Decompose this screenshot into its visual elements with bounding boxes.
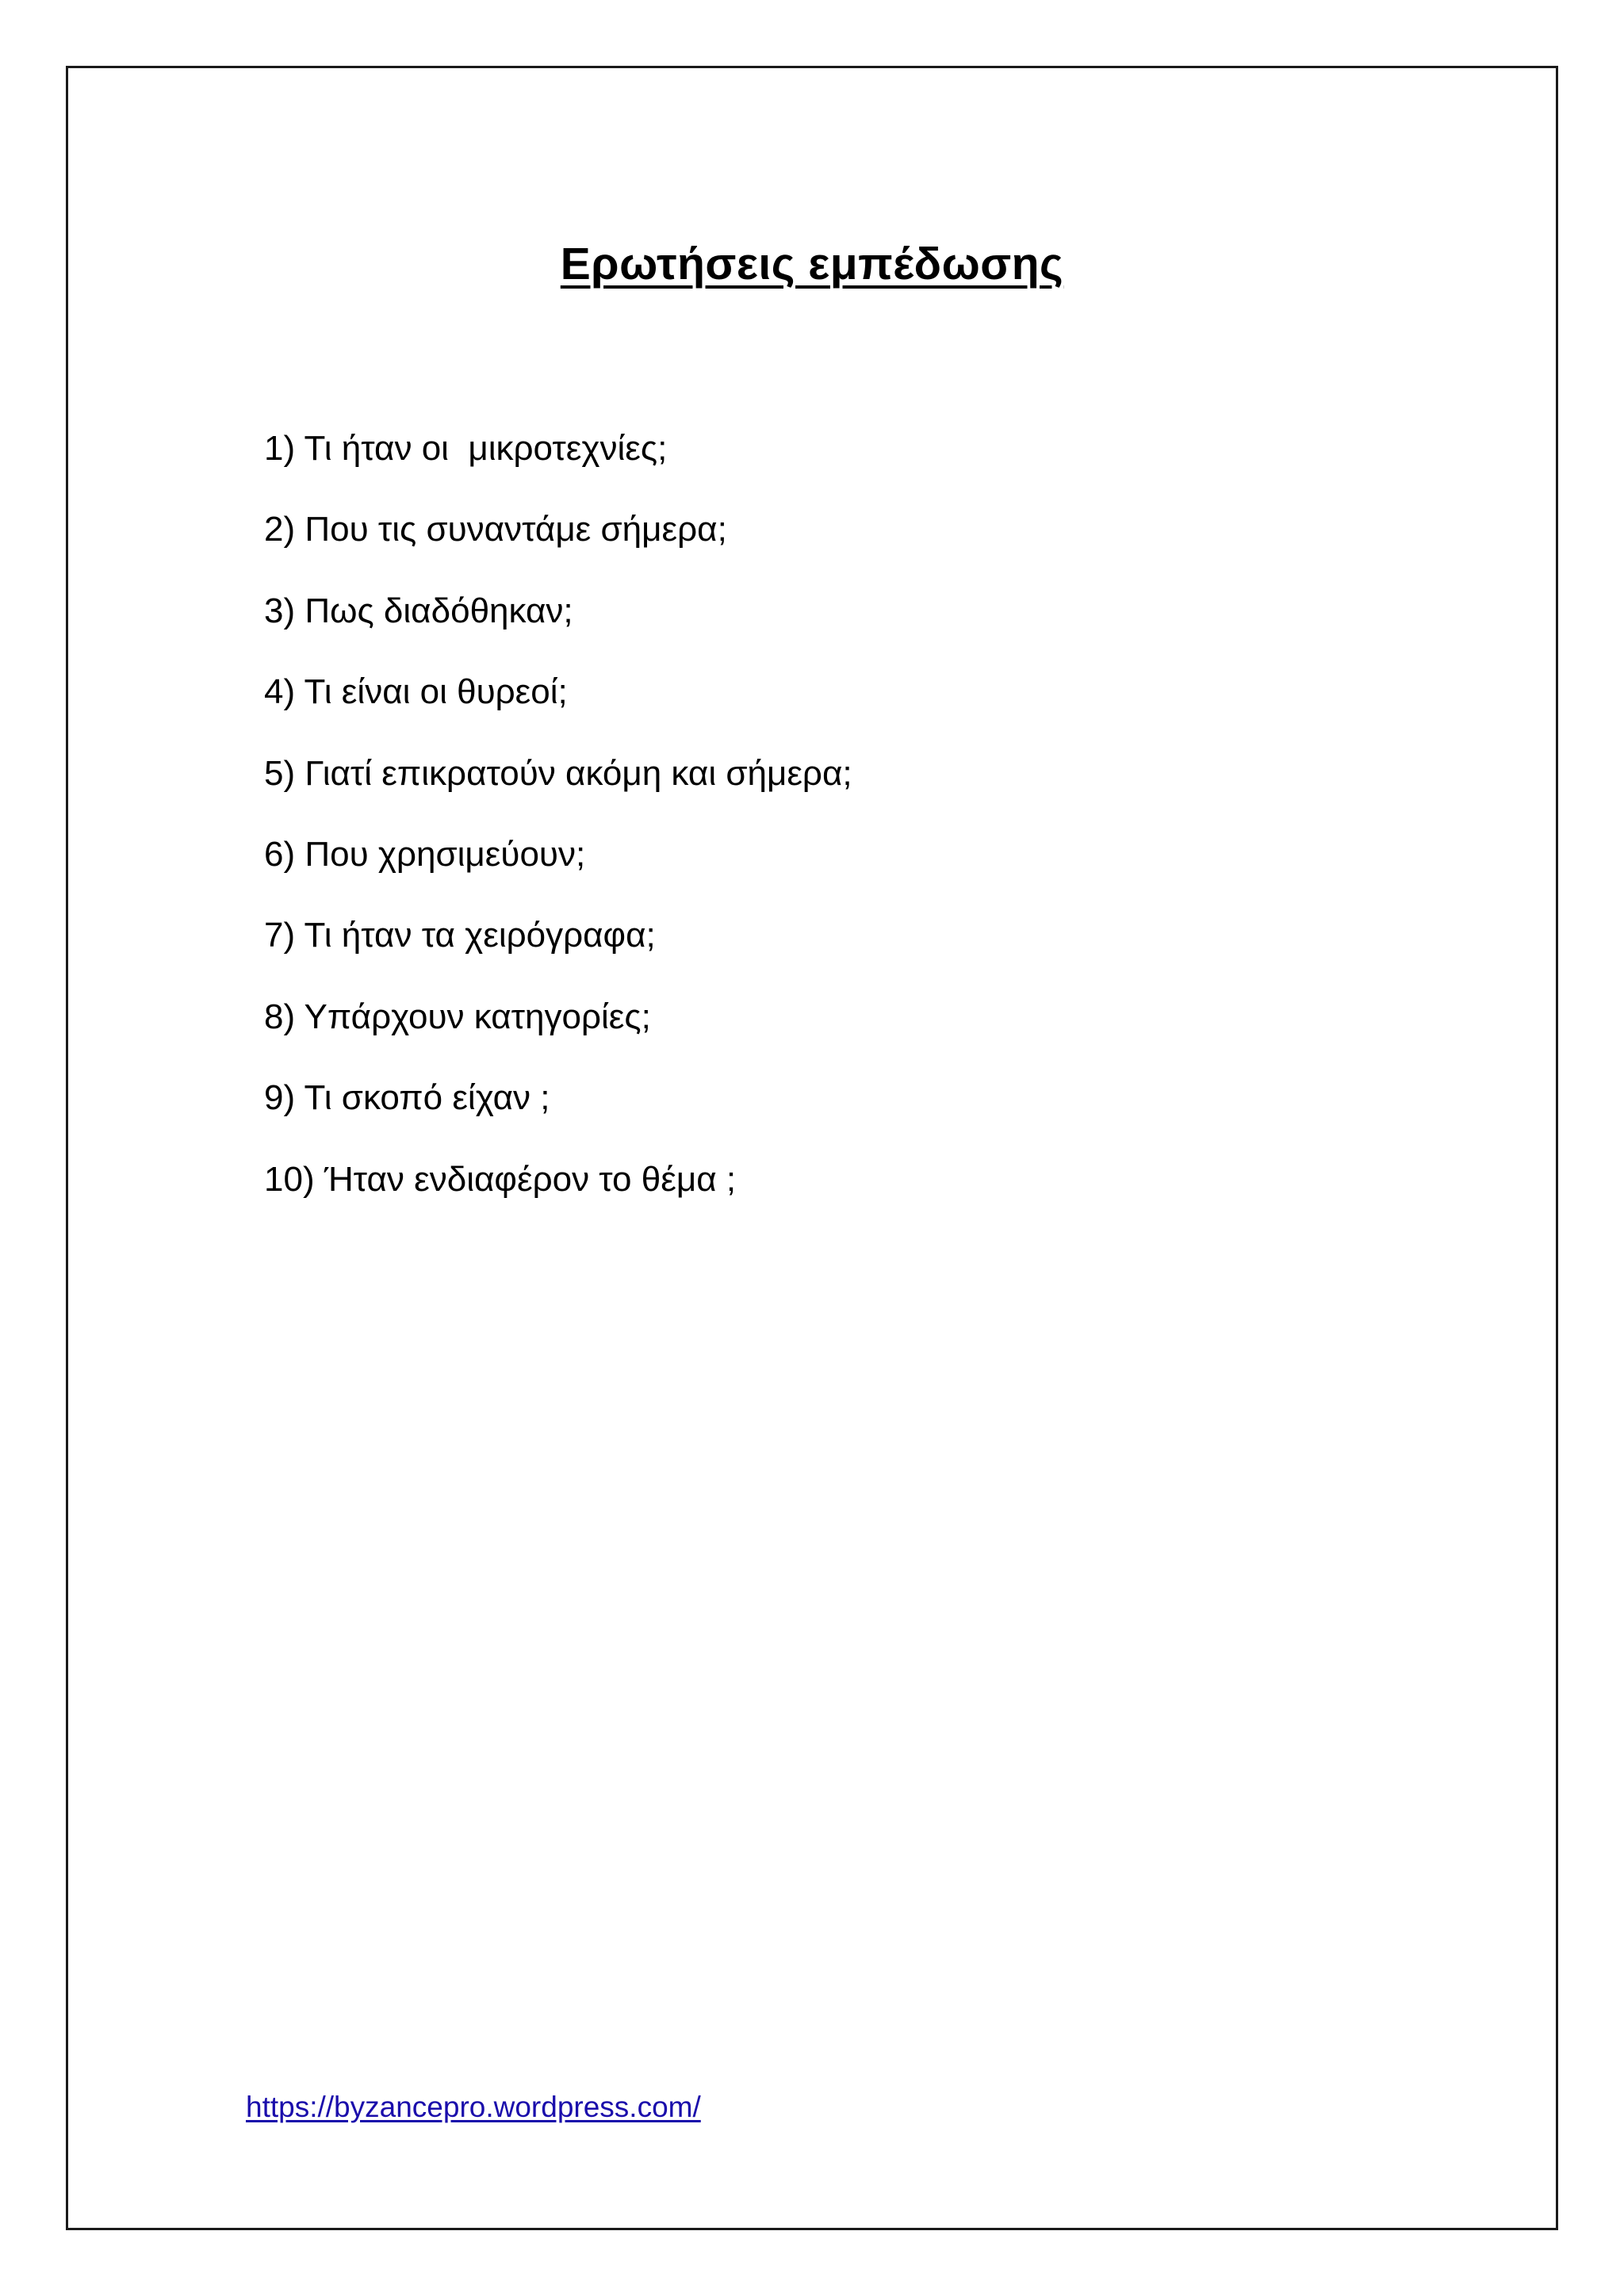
question-item: 9) Τι σκοπό είχαν ; bbox=[264, 1078, 550, 1118]
question-item: 1) Τι ήταν οι μικροτεχνίες; bbox=[264, 429, 668, 468]
question-item: 4) Τι είναι οι θυρεοί; bbox=[264, 672, 568, 712]
question-item: 2) Που τις συναντάμε σήμερα; bbox=[264, 510, 727, 549]
question-item: 10) Ήταν ενδιαφέρον το θέμα ; bbox=[264, 1159, 737, 1199]
question-item: 3) Πως διαδόθηκαν; bbox=[264, 591, 573, 630]
question-item: 8) Υπάρχουν κατηγορίες; bbox=[264, 997, 651, 1036]
question-item: 6) Που χρησιμεύουν; bbox=[264, 834, 586, 874]
question-item: 7) Τι ήταν τα χειρόγραφα; bbox=[264, 916, 656, 955]
footer-link[interactable]: https://byzancepro.wordpress.com/ bbox=[246, 2091, 701, 2123]
question-item: 5) Γιατί επικρατούν ακόμη και σήμερα; bbox=[264, 753, 852, 793]
page-title: Ερωτήσεις εμπέδωσης bbox=[560, 239, 1064, 289]
question-list bbox=[264, 428, 852, 1240]
